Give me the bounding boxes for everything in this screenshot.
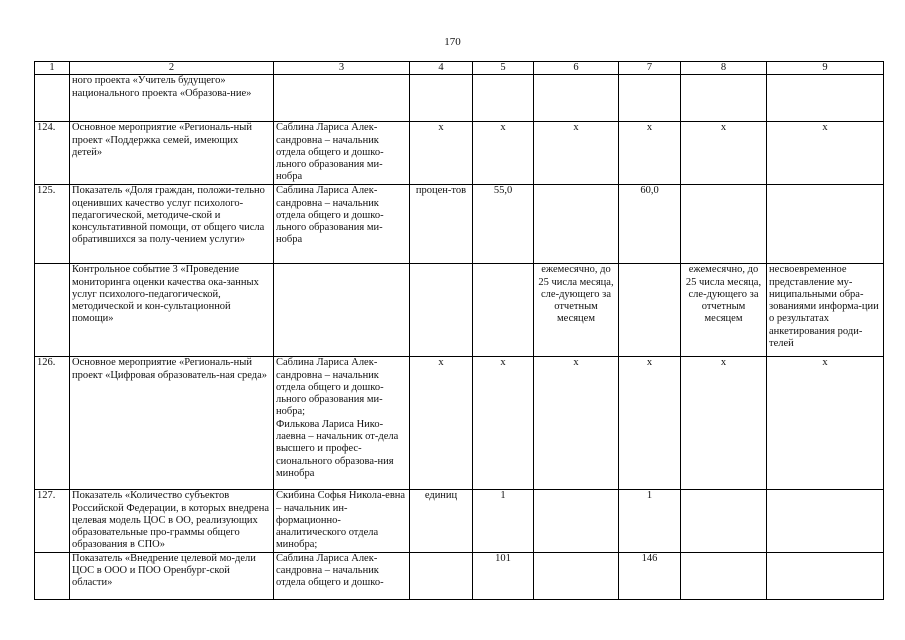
value-cell: 1 [473,490,534,552]
risk-cell [767,490,884,552]
row-number: 124. [35,122,70,185]
value-cell [473,264,534,357]
table-row [35,75,884,122]
row-title: Основное мероприятие «Региональ-ный проект «Поддержка семей, имеющих детей» [70,122,274,185]
row-title: Показатель «Внедрение целевой мо-дели ЦОС в ООО и ПОО Оренбург-ской области» [70,552,274,599]
row-title: Показатель «Количество субъектов Российской Федерации, в которых внедрена целевая модель ЦОС в ОО, реализующих образовательные про-граммы общего образования в СПО» [70,490,274,552]
risk-cell [767,552,884,599]
deadline-cell [534,75,619,122]
responsible-cell: Саблина Лариса Алек-сандровна – начальник отдела общего и дошко- [274,552,410,599]
value-cell: 101 [473,552,534,599]
table-row [35,357,884,490]
column-header: 3 [274,62,410,75]
table-row [35,264,884,357]
header-row [35,62,884,75]
value-cell: 55,0 [473,185,534,264]
column-header: 6 [534,62,619,75]
column-header: 4 [410,62,473,75]
deadline-cell [681,185,767,264]
deadline-cell: x [681,122,767,185]
risk-cell [767,185,884,264]
risk-cell: x [767,357,884,490]
deadline-cell: ежемесячно, до 25 числа месяца, сле-дующего за отчетным месяцем [534,264,619,357]
page-number: 170 [444,36,461,48]
value-cell: x [473,357,534,490]
unit-cell [410,75,473,122]
responsible-cell: Саблина Лариса Алек-сандровна – начальник отдела общего и дошко-льного образования ми-нобра [274,185,410,264]
column-header: 9 [767,62,884,75]
value-cell [619,75,681,122]
table-row [35,122,884,185]
row-number: 125. [35,185,70,264]
deadline-cell [534,490,619,552]
value-cell: x [619,122,681,185]
column-header: 7 [619,62,681,75]
value-cell [473,75,534,122]
row-number [35,552,70,599]
deadline-cell: ежемесячно, до 25 числа месяца, сле-дующего за отчетным месяцем [681,264,767,357]
deadline-cell: x [681,357,767,490]
value-cell: x [619,357,681,490]
risk-cell: x [767,122,884,185]
unit-cell [410,552,473,599]
unit-cell: x [410,122,473,185]
value-cell: x [473,122,534,185]
deadline-cell [534,552,619,599]
table-row [35,552,884,599]
column-header: 1 [35,62,70,75]
responsible-cell: Саблина Лариса Алек-сандровна – начальник отдела общего и дошко-льного образования ми-нобра [274,122,410,185]
unit-cell: процен-тов [410,185,473,264]
table-row [35,185,884,264]
value-cell: 146 [619,552,681,599]
deadline-cell: x [534,357,619,490]
deadline-cell [534,185,619,264]
risk-cell: несвоевременное представление му-ниципальными обра-зованиями информа-ции о результатах анкетирования роди-телей [767,264,884,357]
table-row [35,490,884,552]
value-cell [619,264,681,357]
row-number: 127. [35,490,70,552]
column-header: 8 [681,62,767,75]
value-cell: 1 [619,490,681,552]
row-number [35,75,70,122]
unit-cell: единиц [410,490,473,552]
row-title: Контрольное событие 3 «Проведение мониторинга оценки качества ока-занных услуг психолого-педагогической, методической и кон-сультационной помощи» [70,264,274,357]
unit-cell: x [410,357,473,490]
responsible-person: Саблина Лариса Алек-сандровна – начальник отдела общего и дошко-льного образования ми-нобра; [276,357,384,418]
responsible-cell [274,75,410,122]
responsible-cell: Скибина Софья Никола-евна – начальник ин-формационно-аналитического отдела минобра; [274,490,410,552]
row-number: 126. [35,357,70,490]
deadline-cell: x [534,122,619,185]
deadline-cell [681,75,767,122]
risk-cell [767,75,884,122]
deadline-cell [681,490,767,552]
column-header: 2 [70,62,274,75]
row-title: Показатель «Доля граждан, положи-тельно оценивших качество услуг психолого-педагогической, методиче-ской и консультативной помощи, от общего числа обратившихся за полу-чением услуги» [70,185,274,264]
row-title: ного проекта «Учитель будущего» национального проекта «Образова-ние» [70,75,274,122]
deadline-cell [681,552,767,599]
responsible-person: Филькова Лариса Нико-лаевна – начальник от-дела высшего и профес-сионального образова-ния минобра [276,418,399,479]
value-cell: 60,0 [619,185,681,264]
responsible-cell [274,264,410,357]
plan-table [34,61,884,600]
column-header: 5 [473,62,534,75]
unit-cell [410,264,473,357]
responsible-cell [274,357,410,490]
row-number [35,264,70,357]
row-title: Основное мероприятие «Региональ-ный проект «Цифровая образователь-ная среда» [70,357,274,490]
